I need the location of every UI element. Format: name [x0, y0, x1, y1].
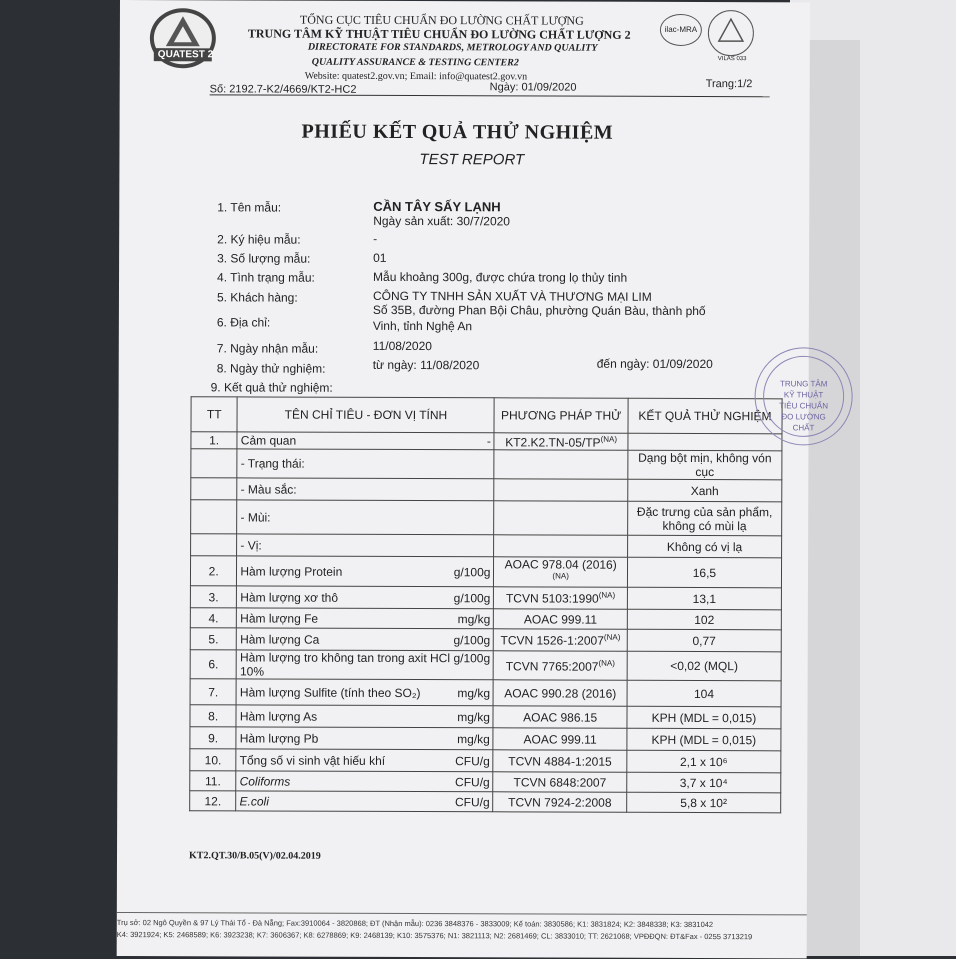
row-criteria-name: Hàm lượng Fe — [240, 611, 318, 625]
info-label: 7. Ngày nhận mẫu: — [217, 341, 318, 355]
row-criteria-cell — [236, 791, 493, 812]
results-table-body — [190, 432, 782, 813]
row-number: 2. — [190, 556, 236, 586]
customer-name: CÔNG TY TNHH SẢN XUẤT VÀ THƯƠNG MẠI LIM — [373, 289, 652, 304]
info-label: 4. Tình trạng mẫu: — [217, 270, 315, 284]
row-method: TCVN 7924-2:2008 — [508, 795, 611, 809]
table-row — [190, 749, 781, 773]
quatest2-logo — [148, 6, 218, 70]
table-row — [190, 586, 781, 610]
row-method: TCVN 5103:1990 — [506, 591, 599, 605]
row-criteria-cell — [237, 478, 494, 501]
row-method-accreditation-note: (NA) — [599, 591, 615, 600]
row-method: TCVN 6848:2007 — [514, 775, 607, 789]
row-number: 7. — [190, 679, 236, 705]
row-result: KPH (MDL = 0,015) — [627, 706, 781, 729]
row-method-cell — [494, 433, 627, 450]
row-result: 5,8 x 10² — [627, 792, 781, 813]
row-unit: g/100g — [454, 591, 491, 605]
table-row — [191, 449, 782, 480]
row-method-cell — [494, 609, 627, 629]
row-criteria-cell — [237, 586, 494, 609]
row-number: 3. — [190, 586, 236, 608]
row-method-cell — [493, 750, 626, 772]
row-criteria-cell — [236, 727, 493, 750]
row-result: KPH (MDL = 0,015) — [627, 728, 781, 751]
vilas-code: VILAS 033 — [718, 56, 747, 62]
row-criteria-cell — [237, 432, 494, 450]
row-method: TCVN 4884-1:2015 — [508, 754, 611, 768]
sample-condition: Mẫu khoảng 300g, được chứa trong lọ thủy tinh — [373, 270, 627, 285]
row-criteria-name: Hàm lượng Ca — [240, 632, 319, 646]
ilac-mra-mark: ilac-MRA — [660, 14, 702, 46]
row-method: TCVN 7765:2007 — [506, 659, 599, 673]
row-method-cell — [493, 728, 626, 750]
row-unit: CFU/g — [455, 775, 490, 789]
row-method: AOAC 978.04 (2016) — [505, 557, 617, 571]
row-result: 3,7 x 10⁴ — [627, 772, 781, 793]
report-title: PHIẾU KẾT QUẢ THỬ NGHIỆM — [301, 121, 613, 145]
report-subtitle: TEST REPORT — [419, 151, 524, 168]
info-label: 3. Số lượng mẫu: — [217, 251, 310, 265]
row-method-cell — [493, 772, 626, 792]
table-row — [191, 478, 782, 502]
row-number: 11. — [190, 771, 236, 791]
row-method-cell — [494, 501, 628, 535]
row-method: TCVN 1526-1:2007 — [500, 633, 603, 647]
sample-name: CẦN TÂY SẤY LẠNH — [373, 199, 500, 214]
row-unit: mg/kg — [457, 732, 490, 746]
table-row — [190, 608, 781, 630]
row-method-cell — [494, 651, 628, 680]
row-method-cell — [493, 680, 627, 706]
row-criteria-cell — [236, 650, 493, 680]
test-start-date: từ ngày: 11/08/2020 — [373, 358, 480, 372]
row-unit: mg/kg — [458, 612, 491, 626]
header-method: PHƯƠNG PHÁP THỬ — [494, 398, 628, 433]
row-criteria-name: - Vị: — [240, 538, 261, 552]
row-criteria-cell — [237, 500, 494, 535]
row-unit: g/100g — [453, 633, 490, 647]
row-criteria-name: Cảm quan — [241, 433, 296, 447]
info-label: 6. Địa chỉ: — [217, 315, 270, 329]
row-method: AOAC 999.11 — [524, 612, 597, 626]
row-criteria-name: Hàm lượng Sulfite (tính theo SO₂) — [240, 685, 421, 700]
table-row — [190, 556, 781, 588]
row-criteria-name: - Mùi: — [241, 510, 271, 524]
row-method-accreditation-note: (NA) — [598, 658, 614, 667]
table-row — [190, 771, 781, 793]
row-result: 0,77 — [627, 629, 781, 652]
row-criteria-cell — [236, 705, 493, 728]
test-end-date: đến ngày: 01/09/2020 — [597, 357, 713, 371]
org-line-3: DIRECTORATE FOR STANDARDS, METROLOGY AND QUALITY — [308, 42, 598, 54]
row-criteria-cell — [236, 771, 493, 792]
row-method: AOAC 990.28 (2016) — [504, 686, 616, 700]
header-divider — [210, 94, 770, 97]
header-criteria: TÊN CHỈ TIÊU - ĐƠN VỊ TÍNH — [237, 397, 494, 433]
row-number: 6. — [190, 650, 236, 679]
row-method-accreditation-note: (NA) — [601, 434, 617, 443]
logo-text: QUATEST 2 — [158, 49, 213, 60]
address-line-2: Vinh, tỉnh Nghệ An — [373, 319, 472, 333]
row-criteria-cell — [236, 749, 493, 772]
test-report-paper — [117, 0, 810, 958]
org-line-4: QUALITY ASSURANCE & TESTING CENTER2 — [312, 57, 519, 69]
org-line-2: TRUNG TÂM KỸ THUẬT TIÊU CHUẨN ĐO LƯỜNG CHẤT LƯỢNG 2 — [248, 26, 631, 42]
info-label: 1. Tên mẫu: — [217, 200, 281, 214]
header-result: KẾT QUẢ THỬ NGHIỆM — [628, 398, 782, 434]
row-unit: CFU/g — [455, 795, 490, 809]
table-row — [190, 628, 781, 652]
row-method-cell — [493, 706, 626, 728]
row-criteria-cell — [237, 608, 494, 629]
row-number: 8. — [190, 705, 236, 727]
row-number — [191, 478, 237, 500]
table-row — [190, 791, 781, 813]
row-method-cell — [494, 450, 628, 479]
row-result: Dạng bột mịn, không vón cục — [628, 450, 782, 480]
row-criteria-name: Hàm lượng Pb — [240, 731, 319, 745]
contact-line: Website: quatest2.gov.vn; Email: info@quatest2.gov.vn — [305, 71, 527, 83]
row-criteria-name: E.coli — [240, 794, 269, 808]
table-row — [191, 500, 782, 536]
row-method-cell — [494, 629, 627, 651]
row-unit: mg/kg — [457, 710, 490, 724]
row-number: 12. — [190, 791, 236, 811]
row-result: Không có vị lạ — [627, 535, 781, 558]
row-criteria-name: Tổng số vi sinh vật hiếu khí — [240, 753, 385, 768]
row-result: 2,1 x 10⁶ — [627, 750, 781, 773]
vilas-seal-icon — [708, 10, 754, 56]
row-result: Đặc trưng của sản phẩm, không có mùi lạ — [628, 501, 782, 536]
page-number: Trang:1/2 — [706, 78, 753, 90]
row-result: 16,5 — [627, 557, 781, 588]
table-row — [190, 727, 781, 751]
row-number: 10. — [190, 749, 236, 771]
form-code: KT2.QT.30/B.05(V)/02.04.2019 — [189, 850, 321, 861]
table-header-row — [191, 397, 782, 434]
table-row — [191, 432, 782, 451]
results-table — [189, 396, 782, 813]
info-label: 8. Ngày thử nghiệm: — [217, 361, 326, 375]
row-criteria-name: Coliforms — [240, 774, 291, 788]
row-method-cell — [494, 587, 627, 609]
stamp-text: TRUNG TÂM KỸ THUẬT TIÊU CHUẨN ĐO LƯỜNG CHẤT — [777, 378, 829, 433]
info-label: 9. Kết quả thử nghiệm: — [211, 380, 333, 394]
row-method-accreditation-note: (NA) — [552, 572, 568, 581]
row-criteria-name: - Màu sắc: — [241, 482, 297, 496]
row-method-cell — [493, 792, 626, 812]
table-row — [190, 650, 781, 681]
row-result: 13,1 — [627, 587, 781, 610]
row-number — [191, 500, 237, 534]
row-method-cell — [494, 557, 628, 587]
row-criteria-name: Hàm lượng xơ thô — [240, 590, 338, 604]
row-criteria-cell — [236, 679, 493, 706]
row-unit: g/100g — [453, 651, 490, 665]
row-criteria-name: Hàm lượng Protein — [240, 564, 342, 578]
row-criteria-cell — [237, 628, 494, 651]
row-method: AOAC 999.11 — [523, 732, 596, 746]
row-number — [191, 534, 237, 556]
row-number: 9. — [190, 727, 236, 749]
row-criteria-cell — [237, 534, 494, 557]
row-criteria-cell — [237, 556, 494, 587]
row-number — [191, 449, 237, 478]
table-row — [191, 534, 782, 558]
row-criteria-name: - Trạng thái: — [241, 456, 305, 470]
received-date: 11/08/2020 — [373, 339, 432, 353]
row-method-cell — [494, 479, 627, 501]
row-number: 4. — [190, 608, 236, 628]
footer-divider — [117, 912, 807, 915]
report-date: Ngày: 01/09/2020 — [490, 81, 577, 93]
table-row — [190, 705, 781, 729]
sample-code: - — [373, 232, 377, 246]
org-line-1: TỔNG CỤC TIÊU CHUẨN ĐO LƯỜNG CHẤT LƯỢNG — [300, 13, 584, 29]
row-method-accreditation-note: (NA) — [604, 633, 620, 642]
report-number: Số: 2192.7-K2/4669/KT2-HC2 — [210, 83, 357, 96]
row-criteria-name: Hàm lượng As — [240, 709, 317, 723]
row-number: 5. — [190, 628, 236, 650]
row-unit: - — [487, 434, 491, 448]
row-unit: mg/kg — [457, 686, 490, 700]
row-unit: g/100g — [454, 565, 491, 579]
row-method: KT2.K2.TN-05/TP — [505, 435, 600, 449]
production-date: Ngày sản xuất: 30/7/2020 — [373, 214, 510, 228]
center-stamp — [754, 347, 852, 445]
row-result: Xanh — [628, 479, 782, 502]
info-label: 2. Ký hiệu mẫu: — [217, 232, 300, 246]
row-result: 104 — [627, 680, 781, 707]
info-label: 5. Khách hàng: — [217, 290, 298, 304]
footer-line-2: K4: 3921924; K5: 2468589; K6: 3923238; K7: 3606367; K8: 6278869; K9: 2468139; K10: 3575376; N1: 3821113; N2: 2681469; CL: 3833010; TT: 2621068; VPĐĐQN: ĐT&Fax - 0255 3713219 — [117, 930, 753, 941]
sample-quantity: 01 — [373, 251, 386, 265]
row-method-cell — [494, 535, 627, 557]
row-result: 102 — [627, 609, 781, 630]
row-result: <0,02 (MQL) — [627, 651, 781, 681]
table-row — [190, 679, 781, 707]
row-number: 1. — [191, 432, 237, 449]
footer-line-1: Trụ sở: 02 Ngô Quyền & 97 Lý Thái Tổ - Đà Nẵng; Fax:3910064 - 3820868; ĐT (Nhận mẫu): 0236 3848376 - 3833009; Kế toán: 3830586; K1: 3831824; K2: 3848338; K3: 3831042 — [117, 918, 713, 929]
row-criteria-name: Hàm lượng tro không tan trong axit HCl 10% — [240, 650, 450, 678]
row-unit: CFU/g — [455, 754, 490, 768]
row-criteria-cell — [237, 449, 494, 479]
header-tt: TT — [191, 397, 237, 432]
address-line-1: Số 35B, đường Phan Bội Châu, phường Quán Bàu, thành phố — [373, 303, 706, 318]
row-method: AOAC 986.15 — [523, 710, 597, 724]
